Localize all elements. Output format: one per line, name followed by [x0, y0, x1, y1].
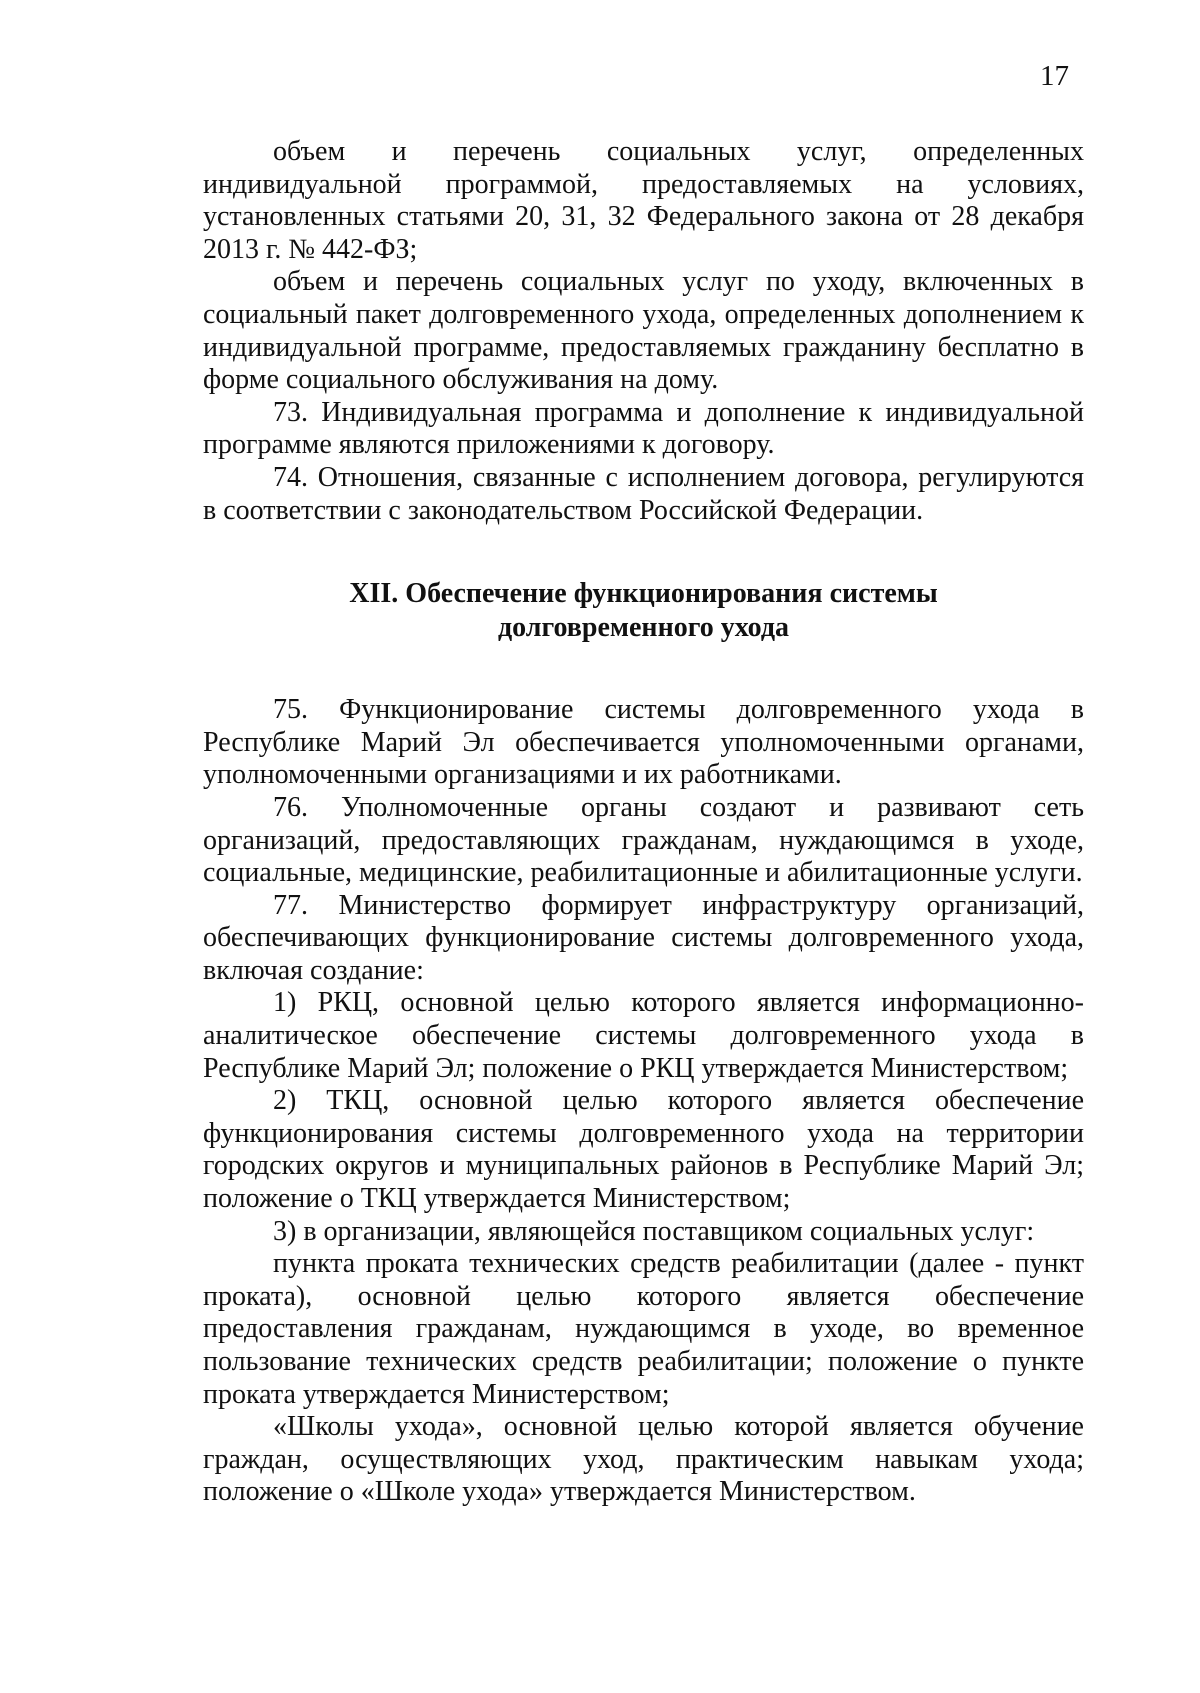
- paragraph-76: 76. Уполномоченные органы создают и развивают сеть организаций, предоставляющих гражданам, нуждающимся в уходе, социальные, медицинские, реабилитационные и абилитационные услуги.: [203, 791, 1084, 889]
- paragraph-care-school: «Школы ухода», основной целью которой является обучение граждан, осуществляющих уход, практическим навыкам ухода; положение о «Школе ухода» утверждается Министерством.: [203, 1411, 1084, 1508]
- section-heading: [203, 577, 1084, 645]
- page-number: 17: [1040, 60, 1069, 92]
- paragraph-73: 73. Индивидуальная программа и дополнение к индивидуальной программе являются приложениями к договору.: [203, 396, 1084, 461]
- paragraph-74: 74. Отношения, связанные с исполнением договора, регулируются в соответствии с законодательством Российской Федерации.: [203, 461, 1084, 526]
- list-item-2-tkc: 2) ТКЦ, основной целью которого является обеспечение функционирования системы долговременного ухода на территории городских округов и муниципальных районов в Республике Марий Эл; положение о ТКЦ утверждается Министерством;: [203, 1085, 1084, 1215]
- document-body: [203, 136, 1084, 1509]
- paragraph-volume-individual-program: объем и перечень социальных услуг, определенных индивидуальной программой, предоставляемых на условиях, установленных статьями 20, 31, 32 Федерального закона от 28 декабря 2013 г. № 442-ФЗ;: [203, 136, 1084, 265]
- list-item-3-provider: 3) в организации, являющейся поставщиком социальных услуг:: [273, 1215, 1035, 1247]
- paragraph-77: 77. Министерство формирует инфраструктуру организаций, обеспечивающих функционирование системы долговременного ухода, включая создание:: [203, 889, 1084, 986]
- list-item-1-rkc: 1) РКЦ, основной целью которого является информационно-аналитическое обеспечение системы долговременного ухода в Республике Марий Эл; положение о РКЦ утверждается Министерством;: [203, 987, 1084, 1084]
- paragraph-volume-care-services: объем и перечень социальных услуг по уходу, включенных в социальный пакет долговременного ухода, определенных дополнением к индивидуальной программе, предоставляемых гражданину бесплатно в форме социального обслуживания на дому.: [203, 266, 1084, 396]
- paragraph-75: 75. Функционирование системы долговременного ухода в Республике Марий Эл обеспечивается уполномоченными органами, уполномоченными организациями и их работниками.: [203, 694, 1084, 791]
- section-heading-line-2: долговременного ухода: [497, 612, 790, 644]
- section-heading-line-1: XII. Обеспечение функционирования системы: [349, 578, 938, 610]
- paragraph-rental-point: пункта проката технических средств реабилитации (далее - пункт проката), основной целью которого является обеспечение предоставления гражданам, нуждающимся в уходе, во временное пользование технических средств реабилитации; положение о пункте проката утверждается Министерством;: [203, 1248, 1084, 1410]
